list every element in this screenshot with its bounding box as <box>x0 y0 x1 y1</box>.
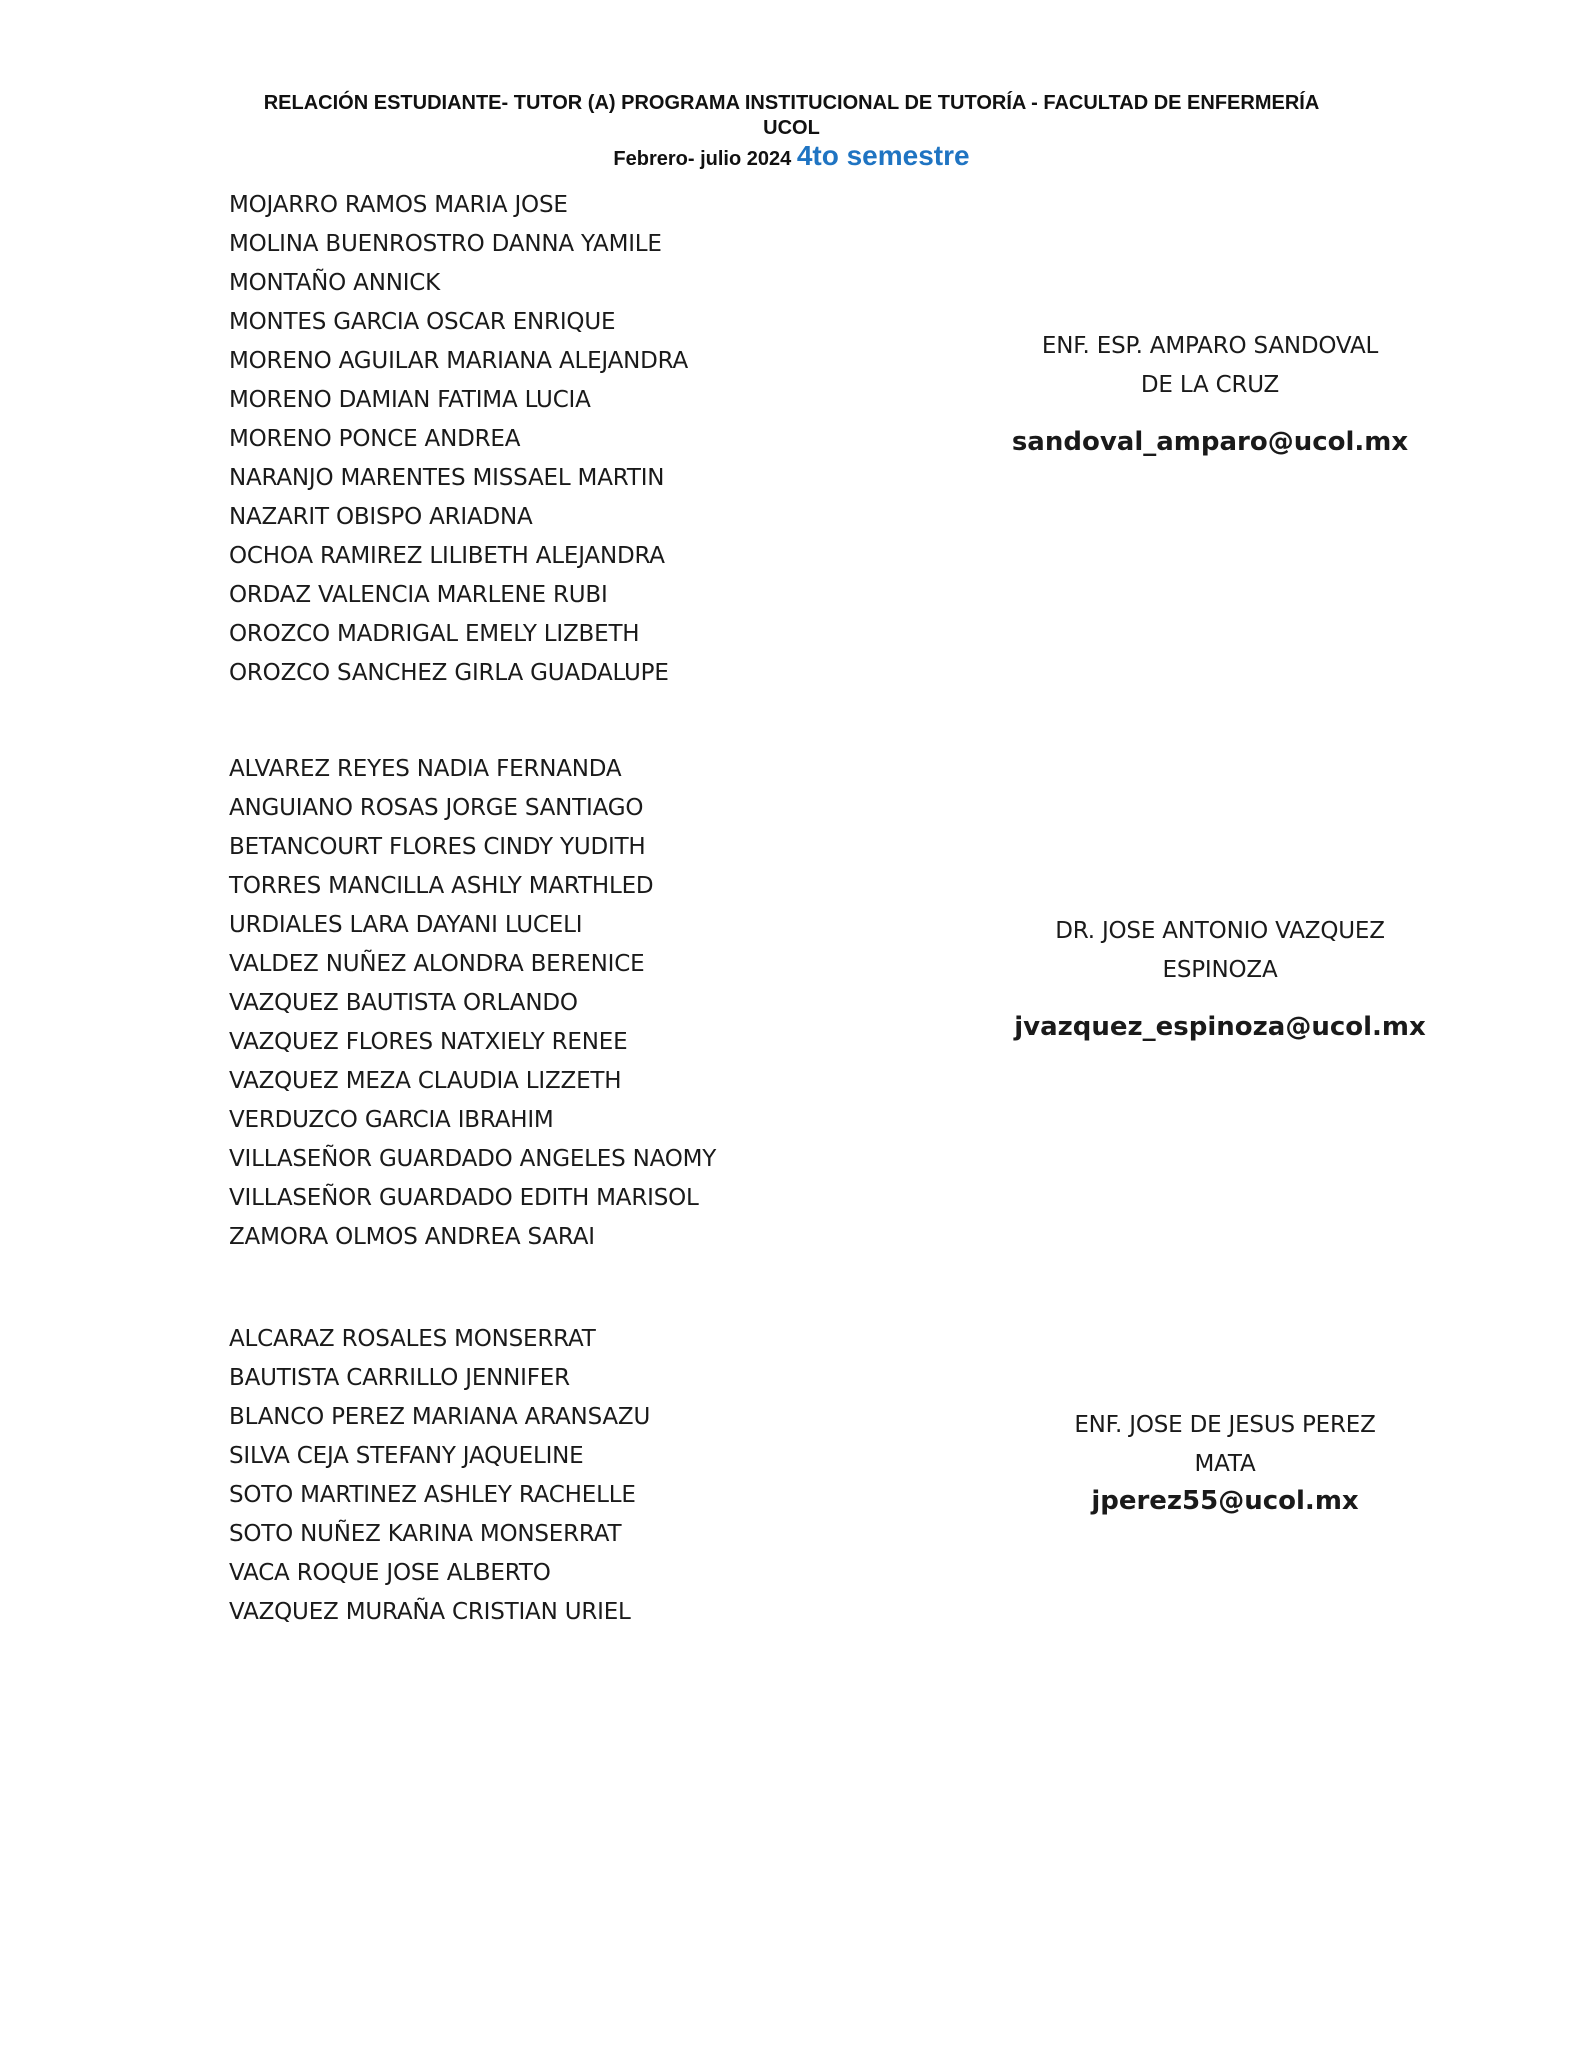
student-name: ORDAZ VALENCIA MARLENE RUBI <box>229 582 608 608</box>
student-name: MORENO PONCE ANDREA <box>229 426 521 452</box>
student-name: MONTES GARCIA OSCAR ENRIQUE <box>229 309 616 335</box>
student-list-group-2 <box>229 750 716 1257</box>
student-name: VALDEZ NUÑEZ ALONDRA BERENICE <box>229 951 645 977</box>
tutor-block-group-1 <box>990 327 1430 459</box>
student-name: SOTO MARTINEZ ASHLEY RACHELLE <box>229 1482 636 1508</box>
student-list-group-3 <box>229 1320 650 1632</box>
tutor-block-group-3 <box>1010 1406 1440 1518</box>
student-name: TORRES MANCILLA ASHLY MARTHLED <box>229 873 654 899</box>
student-name: MORENO DAMIAN FATIMA LUCIA <box>229 387 591 413</box>
student-name: MOJARRO RAMOS MARIA JOSE <box>229 192 568 218</box>
student-name: SILVA CEJA STEFANY JAQUELINE <box>229 1443 584 1469</box>
student-name: BLANCO PEREZ MARIANA ARANSAZU <box>229 1404 651 1430</box>
student-name: VERDUZCO GARCIA IBRAHIM <box>229 1107 554 1133</box>
student-name: NAZARIT OBISPO ARIADNA <box>229 504 533 530</box>
student-name: VILLASEÑOR GUARDADO EDITH MARISOL <box>229 1185 699 1211</box>
document-title: RELACIÓN ESTUDIANTE- TUTOR (A) PROGRAMA INSTITUCIONAL DE TUTORÍA - FACULTAD DE ENFERMERÍA <box>263 92 1320 114</box>
student-name: VAZQUEZ MURAÑA CRISTIAN URIEL <box>229 1599 631 1625</box>
student-name: MORENO AGUILAR MARIANA ALEJANDRA <box>229 348 689 374</box>
tutor-email: sandoval_amparo@ucol.mx <box>1011 427 1409 457</box>
tutor-block-group-2 <box>990 912 1450 1044</box>
student-name: BETANCOURT FLORES CINDY YUDITH <box>229 834 646 860</box>
student-name: BAUTISTA CARRILLO JENNIFER <box>229 1365 570 1391</box>
student-name: MONTAÑO ANNICK <box>229 270 441 296</box>
student-name: ZAMORA OLMOS ANDREA SARAI <box>229 1224 595 1250</box>
student-name: VACA ROQUE JOSE ALBERTO <box>229 1560 551 1586</box>
student-name: URDIALES LARA DAYANI LUCELI <box>229 912 583 938</box>
student-name: OCHOA RAMIREZ LILIBETH ALEJANDRA <box>229 543 665 569</box>
student-name: ANGUIANO ROSAS JORGE SANTIAGO <box>229 795 644 821</box>
tutor-name-line2: MATA <box>1194 1451 1256 1477</box>
student-name: VAZQUEZ BAUTISTA ORLANDO <box>229 990 578 1016</box>
student-name: VAZQUEZ MEZA CLAUDIA LIZZETH <box>229 1068 622 1094</box>
tutor-name-line1: ENF. ESP. AMPARO SANDOVAL <box>1041 333 1379 359</box>
student-name: OROZCO MADRIGAL EMELY LIZBETH <box>229 621 640 647</box>
student-list-group-1 <box>229 186 688 693</box>
period-line <box>0 139 1583 176</box>
student-name: OROZCO SANCHEZ GIRLA GUADALUPE <box>229 660 669 686</box>
student-name: MOLINA BUENROSTRO DANNA YAMILE <box>229 231 662 257</box>
document-subtitle: UCOL <box>763 117 820 139</box>
student-name: VILLASEÑOR GUARDADO ANGELES NAOMY <box>229 1146 717 1172</box>
student-name: ALCARAZ ROSALES MONSERRAT <box>229 1326 596 1352</box>
tutor-email: jperez55@ucol.mx <box>1091 1486 1359 1516</box>
student-name: NARANJO MARENTES MISSAEL MARTIN <box>229 465 665 491</box>
semester-label: 4to semestre <box>796 140 970 171</box>
student-name: ALVAREZ REYES NADIA FERNANDA <box>229 756 622 782</box>
tutor-name-line2: ESPINOZA <box>1162 957 1278 983</box>
tutor-name-line1: ENF. JOSE DE JESUS PEREZ <box>1074 1412 1376 1438</box>
period-text: Febrero- julio 2024 <box>613 148 792 170</box>
student-name: VAZQUEZ FLORES NATXIELY RENEE <box>229 1029 628 1055</box>
tutor-email: jvazquez_espinoza@ucol.mx <box>1014 1012 1426 1042</box>
tutor-name-line1: DR. JOSE ANTONIO VAZQUEZ <box>1055 918 1385 944</box>
tutor-name-line2: DE LA CRUZ <box>1140 372 1280 398</box>
student-name: SOTO NUÑEZ KARINA MONSERRAT <box>229 1521 622 1547</box>
